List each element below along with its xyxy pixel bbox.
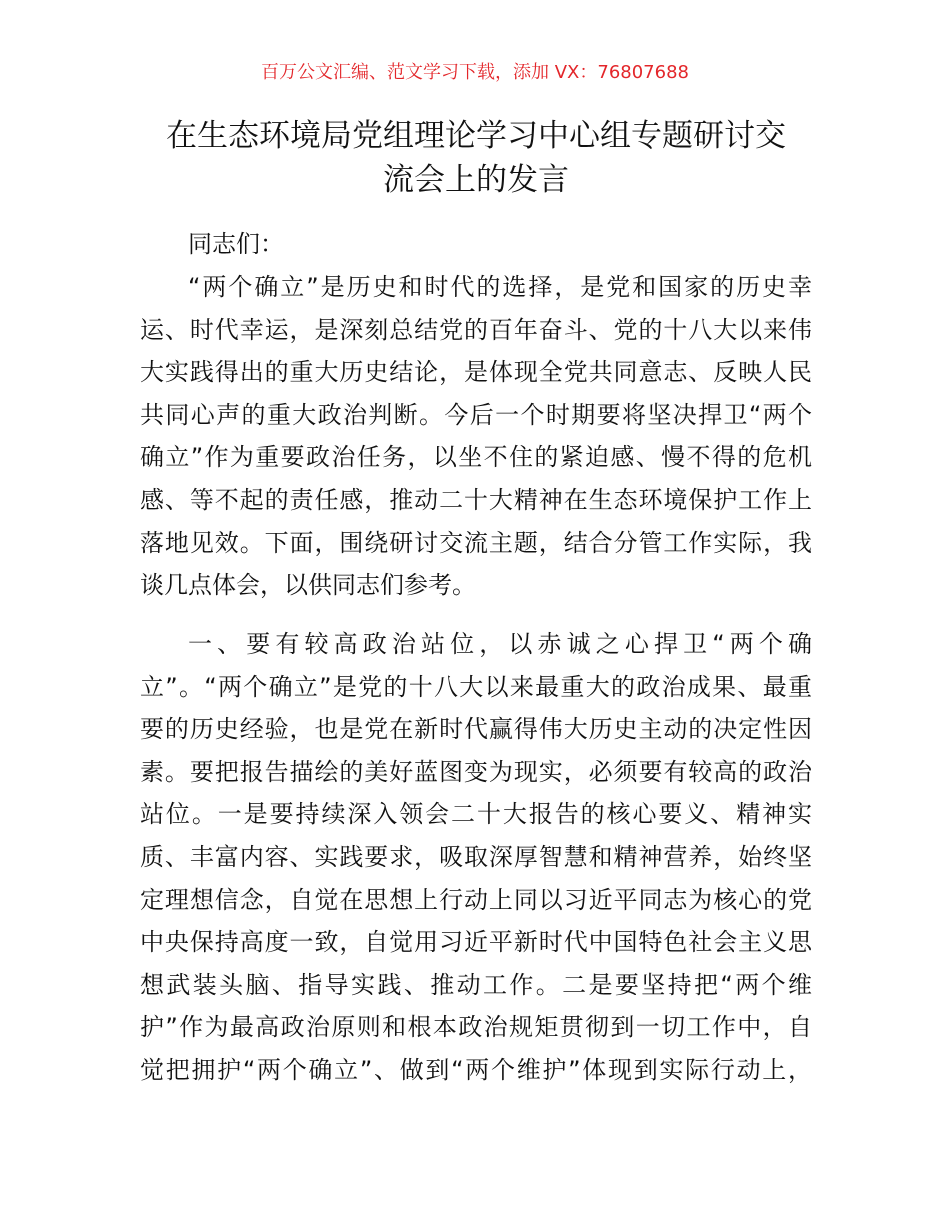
paragraph-section-one [140,623,812,1092]
text-line: 谈几点体会，以供同志们参考。 [140,571,476,600]
text-line: 质、丰富内容、实践要求，吸取深厚智慧和精神营养，始终坚 [140,842,812,871]
text-line: 定理想信念，自觉在思想上行动上同以习近平同志为核心的党 [140,885,812,914]
text-line: 运、时代幸运，是深刻总结党的百年奋斗、党的十八大以来伟 [140,315,812,344]
text-line: 立”。“两个确立”是党的十八大以来最重大的政治成果、最重 [140,672,812,701]
greeting: 同志们： [188,230,284,258]
text-line: 确立”作为重要政治任务，以坐不住的紧迫感、慢不得的危机 [140,443,812,472]
text-line: 要的历史经验，也是党在新时代赢得伟大历史主动的决定性因 [140,715,812,744]
text-line: 感、等不起的责任感，推动二十大精神在生态环境保护工作上 [140,485,812,514]
text-line: “两个确立”是历史和时代的选择，是党和国家的历史幸 [188,273,812,301]
text-line: 觉把拥护“两个确立”、做到“两个维护”体现到实际行动上， [140,1055,812,1084]
text-line: 中央保持高度一致，自觉用习近平新时代中国特色社会主义思 [140,928,812,957]
text-line: 护”作为最高政治原则和根本政治规矩贯彻到一切工作中，自 [140,1013,812,1042]
text-line: 素。要把报告描绘的美好蓝图变为现实，必须要有较高的政治 [140,757,812,786]
text-line: 想武装头脑、指导实践、推动工作。二是要坚持把“两个维 [140,970,812,999]
title-line: 在生态环境局党组理论学习中心组专题研讨交 [166,118,786,154]
text-line: 落地见效。下面，围绕研讨交流主题，结合分管工作实际，我 [140,528,812,557]
watermark-header: 百万公文汇编、范文学习下载，添加 VX：76807688 [261,62,689,83]
title-line: 流会上的发言 [383,162,569,198]
paragraph-intro [140,266,812,607]
text-line: 大实践得出的重大历史结论，是体现全党共同意志、反映人民 [140,358,812,387]
text-line: 一、要有较高政治站位，以赤诚之心捍卫“两个确 [188,630,812,658]
document-title [140,114,812,202]
text-line: 站位。一是要持续深入领会二十大报告的核心要义、精神实 [140,800,812,829]
text-line: 共同心声的重大政治判断。今后一个时期要将坚决捍卫“两个 [140,400,812,429]
